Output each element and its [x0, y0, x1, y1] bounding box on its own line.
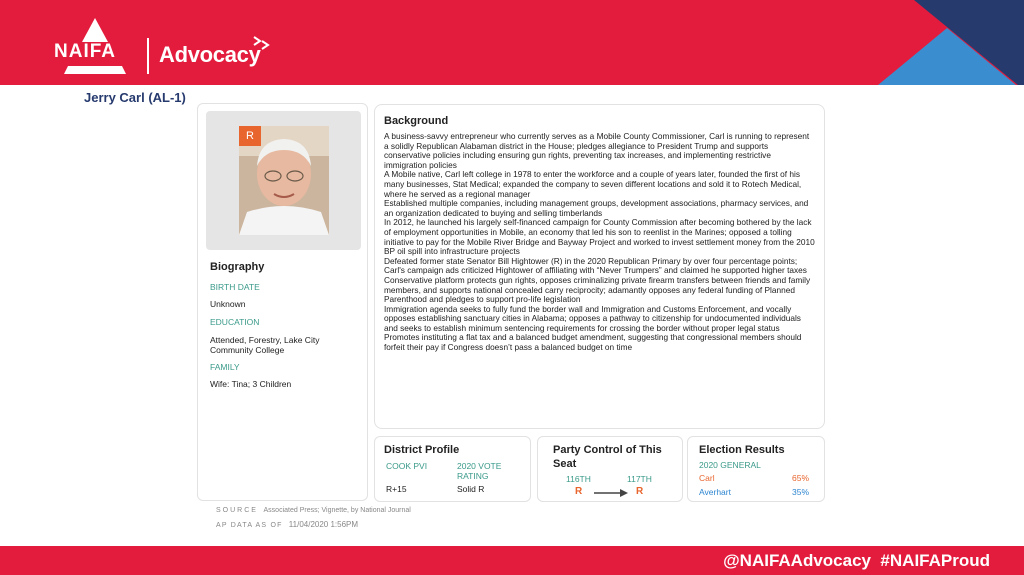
birth-date-label: BIRTH DATE — [210, 282, 260, 292]
background-paragraph: Promotes instituting a flat tax and a balanced budget amendment, suggesting that congressional members should forfeit their pay if Congress doesn’t pass a balanced budget on time — [384, 332, 802, 353]
candidate-name: Averhart — [699, 487, 731, 497]
from-congress-label: 116TH — [566, 474, 591, 484]
election-results-heading: Election Results — [699, 444, 785, 456]
background-paragraph: Conservative platform protects gun rights, opposes criminalizing private firearm transfers between friends and family members, and supports national concealed carry reciprocity; adamantly opposes any federal funding of Planned Parenthood and pledges to support pro-life legislation — [384, 274, 811, 305]
party-control-card — [537, 436, 683, 502]
from-party-value: R — [575, 486, 583, 497]
brand-advocacy: Advocacy — [159, 42, 261, 67]
party-control-heading: Party Control of This Seat — [553, 444, 662, 470]
source-line — [216, 507, 411, 514]
party-badge: R — [239, 126, 261, 146]
background-paragraph: A business-savvy entrepreneur who currently serves as a Mobile County Commissioner, Carl is running to represent a solidly Republican Alabaman district in the House; pledges allegiance to President Trump and supports conservative policies including ensuring gun rights, preventing tax increases, and implementing restrictive immigration policies — [384, 131, 810, 170]
footer-hashtags: @NAIFAAdvocacy #NAIFAProud — [723, 551, 990, 570]
candidate-photo — [239, 126, 329, 235]
profile-panel — [197, 103, 368, 501]
background-paragraph: A Mobile native, Carl left college in 1978 to enter the workforce and a couple of years later, founded the first of his many businesses, Stat Medical; expanded the company to seven different locations and sold it to Rotech Medical, where he served as a regional manager — [384, 169, 802, 199]
header-banner — [0, 0, 1024, 85]
education-label: EDUCATION — [210, 317, 260, 327]
source-text: Associated Press; Vignette, by National Journal — [263, 507, 411, 514]
to-congress-label: 117TH — [627, 474, 652, 484]
updated-value: 11/04/2020 1:56PM — [288, 520, 359, 529]
chevron-arrows-icon — [252, 33, 274, 51]
background-text — [384, 132, 816, 353]
birth-date-value: Unknown — [210, 299, 246, 309]
background-panel — [374, 104, 825, 429]
candidate-pct: 35% — [792, 487, 810, 497]
to-party-value: R — [636, 486, 644, 497]
page-title: Jerry Carl (AL-1) — [84, 90, 186, 105]
photo-frame — [206, 111, 361, 250]
logo-divider — [147, 38, 149, 74]
updated-label: AP DATA AS OF — [216, 522, 283, 529]
vote-rating-value: Solid R — [457, 484, 485, 494]
decorative-blue-triangle — [872, 28, 1022, 85]
district-profile-heading: District Profile — [384, 444, 460, 456]
education-value: Attended, Forestry, Lake City Community College — [210, 335, 320, 355]
family-label: FAMILY — [210, 362, 240, 372]
cook-pvi-label: COOK PVI — [386, 461, 428, 471]
background-paragraph: Defeated former state Senator Bill Hightower (R) in the 2020 Republican Primary by over four percentage points; Carl's campaign ads criticized Hightower of affiliating with “Never Trumpers” and claimed he supported higher taxes — [384, 255, 807, 276]
candidate-name: Carl — [699, 473, 715, 483]
cook-pvi-value: R+15 — [386, 484, 407, 494]
vote-rating-label: 2020 VOTE RATING — [457, 461, 502, 481]
background-paragraph: Established multiple companies, including management groups, development associations, pharmacy services, and an organization dedicated to buying and selling timberlands — [384, 198, 809, 218]
election-results-card — [687, 436, 825, 502]
candidate-pct: 65% — [792, 473, 810, 483]
data-timestamp — [216, 520, 358, 529]
background-paragraph: In 2012, he launched his largely self-financed campaign for County Commission after becoming bothered by the lack of employment opportunities in Mobile, an economy that led his son to reenlist in the Marines; opposed a tolling initiative to pay for the Mobile River Bridge and Bayway Project and worked to invest settlement money from the 2010 BP oil spill into infrastructure projects — [384, 217, 815, 257]
election-subtitle: 2020 GENERAL — [699, 460, 761, 470]
biography-heading: Biography — [210, 261, 265, 273]
background-paragraph: Immigration agenda seeks to fully fund the border wall and Immigration and Customs Enforcement, and vocally opposes establishing sanctuary cities in Alabama; opposes a pathway to citizenship for undocumented individuals and seeks to establish minimum sentencing requirements for crossing the border without proper legal status — [384, 303, 801, 333]
arrow-right-icon — [594, 488, 628, 498]
logo-wordmark: NAIFA — [54, 41, 116, 62]
family-value: Wife: Tina; 3 Children — [210, 379, 292, 389]
background-heading: Background — [384, 115, 449, 127]
source-label: SOURCE — [216, 507, 258, 514]
district-profile-card — [374, 436, 531, 502]
footer-banner — [0, 546, 1024, 575]
